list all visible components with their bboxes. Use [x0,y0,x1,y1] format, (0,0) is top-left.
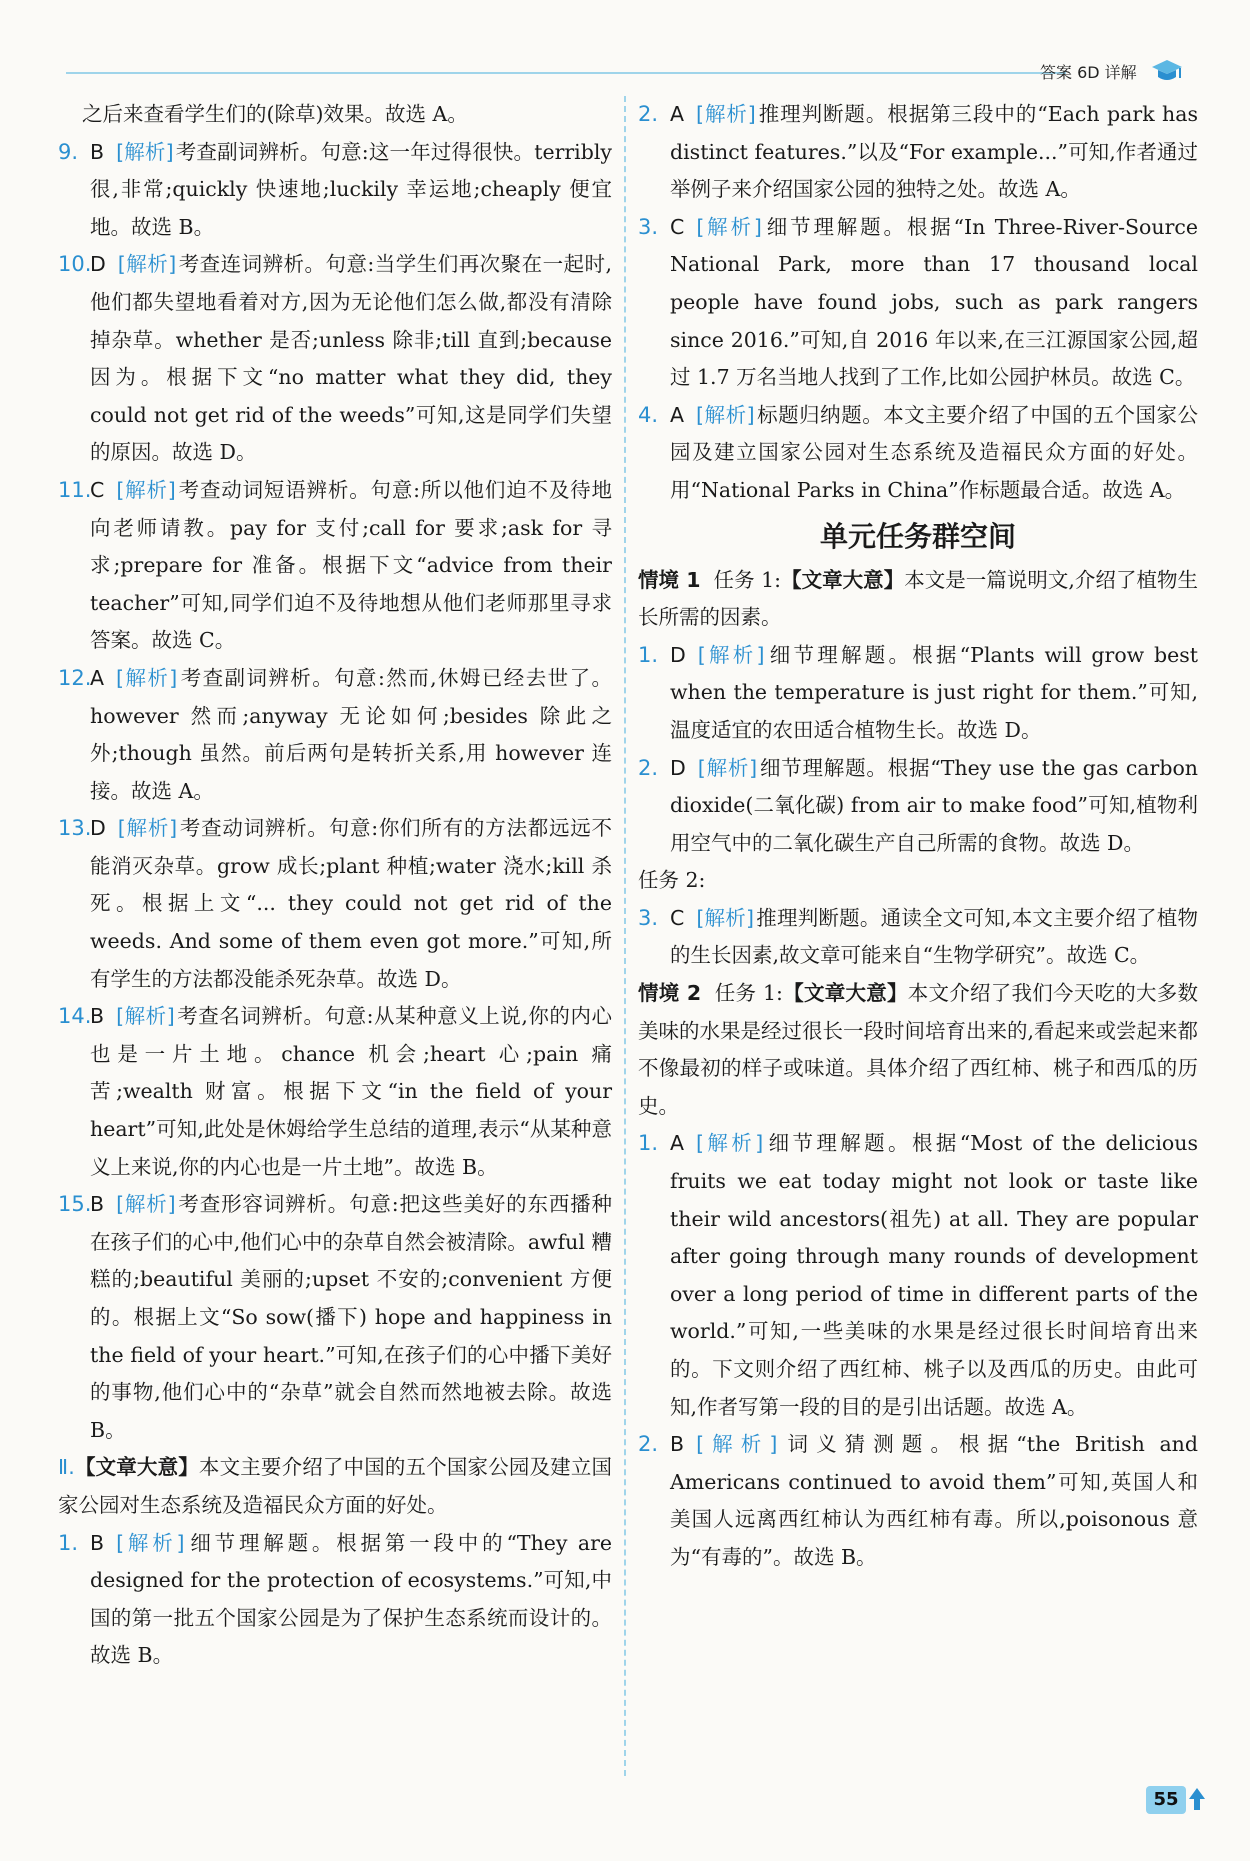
item-explanation: 推理判断题。根据第三段中的“Each park has distinct features.”以及“For example...”可知,作者通过举例子来介绍国家公园的独特之处。故选 A。 [670,102,1198,202]
item-answer: D [90,816,106,841]
analysis-tag: [解析] [116,1192,176,1217]
analysis-tag: [解析] [697,642,765,667]
item-number: 2. [638,1432,659,1457]
analysis-tag: [解析] [696,214,762,239]
item-number: 13. [58,816,92,841]
item-answer: D [670,755,686,780]
answer-item [638,96,1198,209]
item-explanation: 细节理解题。根据“In Three-River-Source National Park, more than 17 thousand local people have found jobs, such as park rangers since 2016.”可知,自 2016 年以来,在三江源国家公园,超过 1.7 万名当地人找到了工作,比如公园护林员。故选 C。 [670,214,1198,390]
item-number: 1. [638,1131,659,1156]
scenario-1-text: 本文是一篇说明文,介绍了植物生长所需的因素。 [638,567,1199,630]
analysis-tag: [解析] [697,755,758,780]
item-explanation: 细节理解题。根据“They use the gas carbon dioxide(二氧化碳) from air to make food”可知,植物利用空气中的二氧化碳生产自己所需的食物。故选 D。 [670,755,1198,855]
item-number: 12. [58,665,92,690]
answer-item [638,209,1198,397]
graduation-cap-icon [1150,58,1184,84]
analysis-tag: [解析] [696,1432,778,1457]
analysis-tag: [解析] [116,665,178,690]
item-answer: B [90,1530,105,1555]
answer-item [638,750,1198,863]
answer-item [638,1426,1198,1576]
item-answer: A [670,402,685,427]
item-number: 10. [58,252,92,277]
item-number: 2. [638,102,659,126]
arrow-up-icon [1188,1786,1206,1812]
item-number: 2. [638,755,659,780]
item-explanation: 标题归纳题。本文主要介绍了中国的五个国家公园及建立国家公园对生态系统及造福民众方面的好处。用“National Parks in China”作标题最合适。故选 A。 [670,402,1199,502]
item-explanation: 考查动词短语辨析。句意:所以他们迫不及待地向老师请教。pay for 支付;call for 要求;ask for 寻求;prepare for 准备。根据下文“advice from their teacher”可知,同学们迫不及待地想从他们老师那里寻求答案。故选 C。 [90,477,612,653]
header-label: 答案 6D 详解 [1040,63,1137,82]
item-number: 3. [638,214,659,239]
analysis-tag: [解析] [696,402,755,427]
item-answer: B [90,1004,105,1029]
item-answer: B [90,1192,105,1217]
analysis-tag: [解析] [696,1131,764,1156]
answer-item [58,1525,612,1675]
item-explanation: 考查副词辨析。句意:然而,休姆已经去世了。however 然而;anyway 无论如何;besides 除此之外;though 虽然。前后两句是转折关系,用 however 连接。故选 A。 [90,665,612,803]
section-2-text: 本文主要介绍了中国的五个国家公园及建立国家公园对生态系统及造福民众方面的好处。 [58,1455,613,1517]
header-rule [66,72,1066,74]
answer-item [58,1186,612,1449]
answer-item [58,472,612,660]
item-explanation: 细节理解题。根据“Plants will grow best when the temperature is just right for them.”可知,温度适宜的农田适合植物生长。故选 D。 [670,642,1198,742]
item-number: 9. [58,139,79,164]
answer-item [638,1125,1198,1426]
scenario-2-text: 本文介绍了我们今天吃的大多数美味的水果是经过很长一段时间培育出来的,看起来或尝起来都不像最初的样子或味道。具体介绍了西红柿、桃子和西瓜的历史。 [638,981,1199,1118]
column-divider [624,96,626,1776]
item-answer: A [670,1131,685,1156]
scenario-2-task: 任务 1: [714,981,783,1006]
item-explanation: 推理判断题。通读全文可知,本文主要介绍了植物的生长因素,故文章可能来自“生物学研究”。故选 C。 [670,905,1199,968]
item-number: 15. [58,1192,92,1217]
right-column [638,96,1198,1577]
item-number: 3. [638,905,659,930]
section-2-numeral: Ⅱ. [58,1455,75,1480]
analysis-tag: [解析] [696,905,755,930]
scenario-2-label: 情境 2 [638,981,702,1006]
answer-item [638,637,1198,750]
item-explanation: 考查连词辨析。句意:当学生们再次聚在一起时,他们都失望地看着对方,因为无论他们怎么做,都没有清除掉杂草。whether 是否;unless 除非;till 直到;because 因为。根据下文“no matter what they did, they could not get rid of the weeds”可知,这是同学们失望的原因。故选 D。 [90,252,613,465]
item-explanation: 考查动词辨析。句意:你们所有的方法都远远不能消灭杂草。grow 成长;plant 种植;water 浇水;kill 杀死。根据上文“... they could not get rid of the weeds. And some of them even got more.”可知,所有学生的方法都没能杀死杂草。故选 D。 [90,816,613,991]
scenario-2-tag: 【文章大意】 [782,981,908,1006]
analysis-tag: [解析] [696,102,756,126]
section-2-tag: 【文章大意】 [74,1455,199,1480]
item-explanation: 词义猜测题。根据“the British and Americans continued to avoid them”可知,英国人和美国人远离西红柿认为西红柿有毒。所以,poisonous 意为“有毒的”。故选 B。 [670,1432,1199,1569]
section-2-summary [58,1449,612,1524]
item-explanation: 考查形容词辨析。句意:把这些美好的东西播种在孩子们的心中,他们心中的杂草自然会被清除。awful 糟糕的;beautiful 美丽的;upset 不安的;convenient 方便的。根据上文“So sow(播下) hope and happiness in the field of your heart.”可知,在孩子们的心中播下美好的事物,他们心中的“杂草”就会自然而然地被去除。故选 B。 [90,1192,612,1442]
item-number: 11. [58,477,92,502]
answer-item [58,134,612,247]
item-explanation: 考查副词辨析。句意:这一年过得很快。terribly 很,非常;quickly 快速地;luckily 幸运地;cheaply 便宜地。故选 B。 [90,139,612,239]
item-answer: A [670,102,685,126]
item-answer: D [670,642,686,667]
item-number: 4. [638,402,659,427]
item-answer: C [670,905,685,930]
item-answer: D [90,252,106,277]
item-answer: C [670,214,685,239]
scenario-1-task-2: 任务 2: [638,868,706,893]
answer-item [58,998,612,1186]
item-answer: C [90,477,105,502]
analysis-tag: [解析] [117,816,178,841]
page-number: 55 [1146,1786,1186,1814]
analysis-tag: [解析] [116,1530,185,1555]
answer-item [58,810,612,998]
item-number: 14. [58,1004,92,1029]
analysis-tag: [解析] [117,252,177,277]
answer-item [58,660,612,810]
intro-text: 之后来查看学生们的(除草)效果。故选 A。 [82,102,468,126]
scenario-1-tag: 【文章大意】 [781,567,905,592]
item-explanation: 细节理解题。根据“Most of the delicious fruits we eat today might not look or taste like their wild ancestors(祖先) at all. They are popular after going through many rounds of development over a long period of time in different parts of the world.”可知,一些美味的水果是经过很长时间培育出来的。下文则介绍了西红柿、桃子以及西瓜的历史。由此可知,作者写第一段的目的是引出话题。故选 A。 [670,1131,1198,1419]
item-number: 1. [638,642,659,667]
scenario-1-label: 情境 1 [638,567,701,592]
item-answer: B [90,139,105,164]
item-answer: A [90,665,105,690]
analysis-tag: [解析] [116,477,176,502]
section-title: 单元任务群空间 [819,519,1016,553]
answer-item [638,900,1198,975]
scenario-1-summary [638,562,1198,637]
answer-item [58,246,612,472]
analysis-tag: [解析] [116,139,174,164]
scenario-2-summary [638,975,1198,1125]
item-number: 1. [58,1530,79,1555]
item-answer: B [670,1432,685,1457]
item-explanation: 考查名词辨析。句意:从某种意义上说,你的内心也是一片土地。chance 机会;heart 心;pain 痛苦;wealth 财富。根据下文“in the field of your heart”可知,此处是休姆给学生总结的道理,表示“从某种意义上来说,你的内心也是一片土地”。故选 B。 [90,1004,613,1179]
left-column [58,96,612,1675]
scenario-1-task: 任务 1: [713,567,782,592]
analysis-tag: [解析] [116,1004,175,1029]
item-explanation: 细节理解题。根据第一段中的“They are designed for the protection of ecosystems.”可知,中国的第一批五个国家公园是为了保护生态系统而设计的。故选 B。 [90,1530,612,1668]
answer-item [638,397,1198,510]
